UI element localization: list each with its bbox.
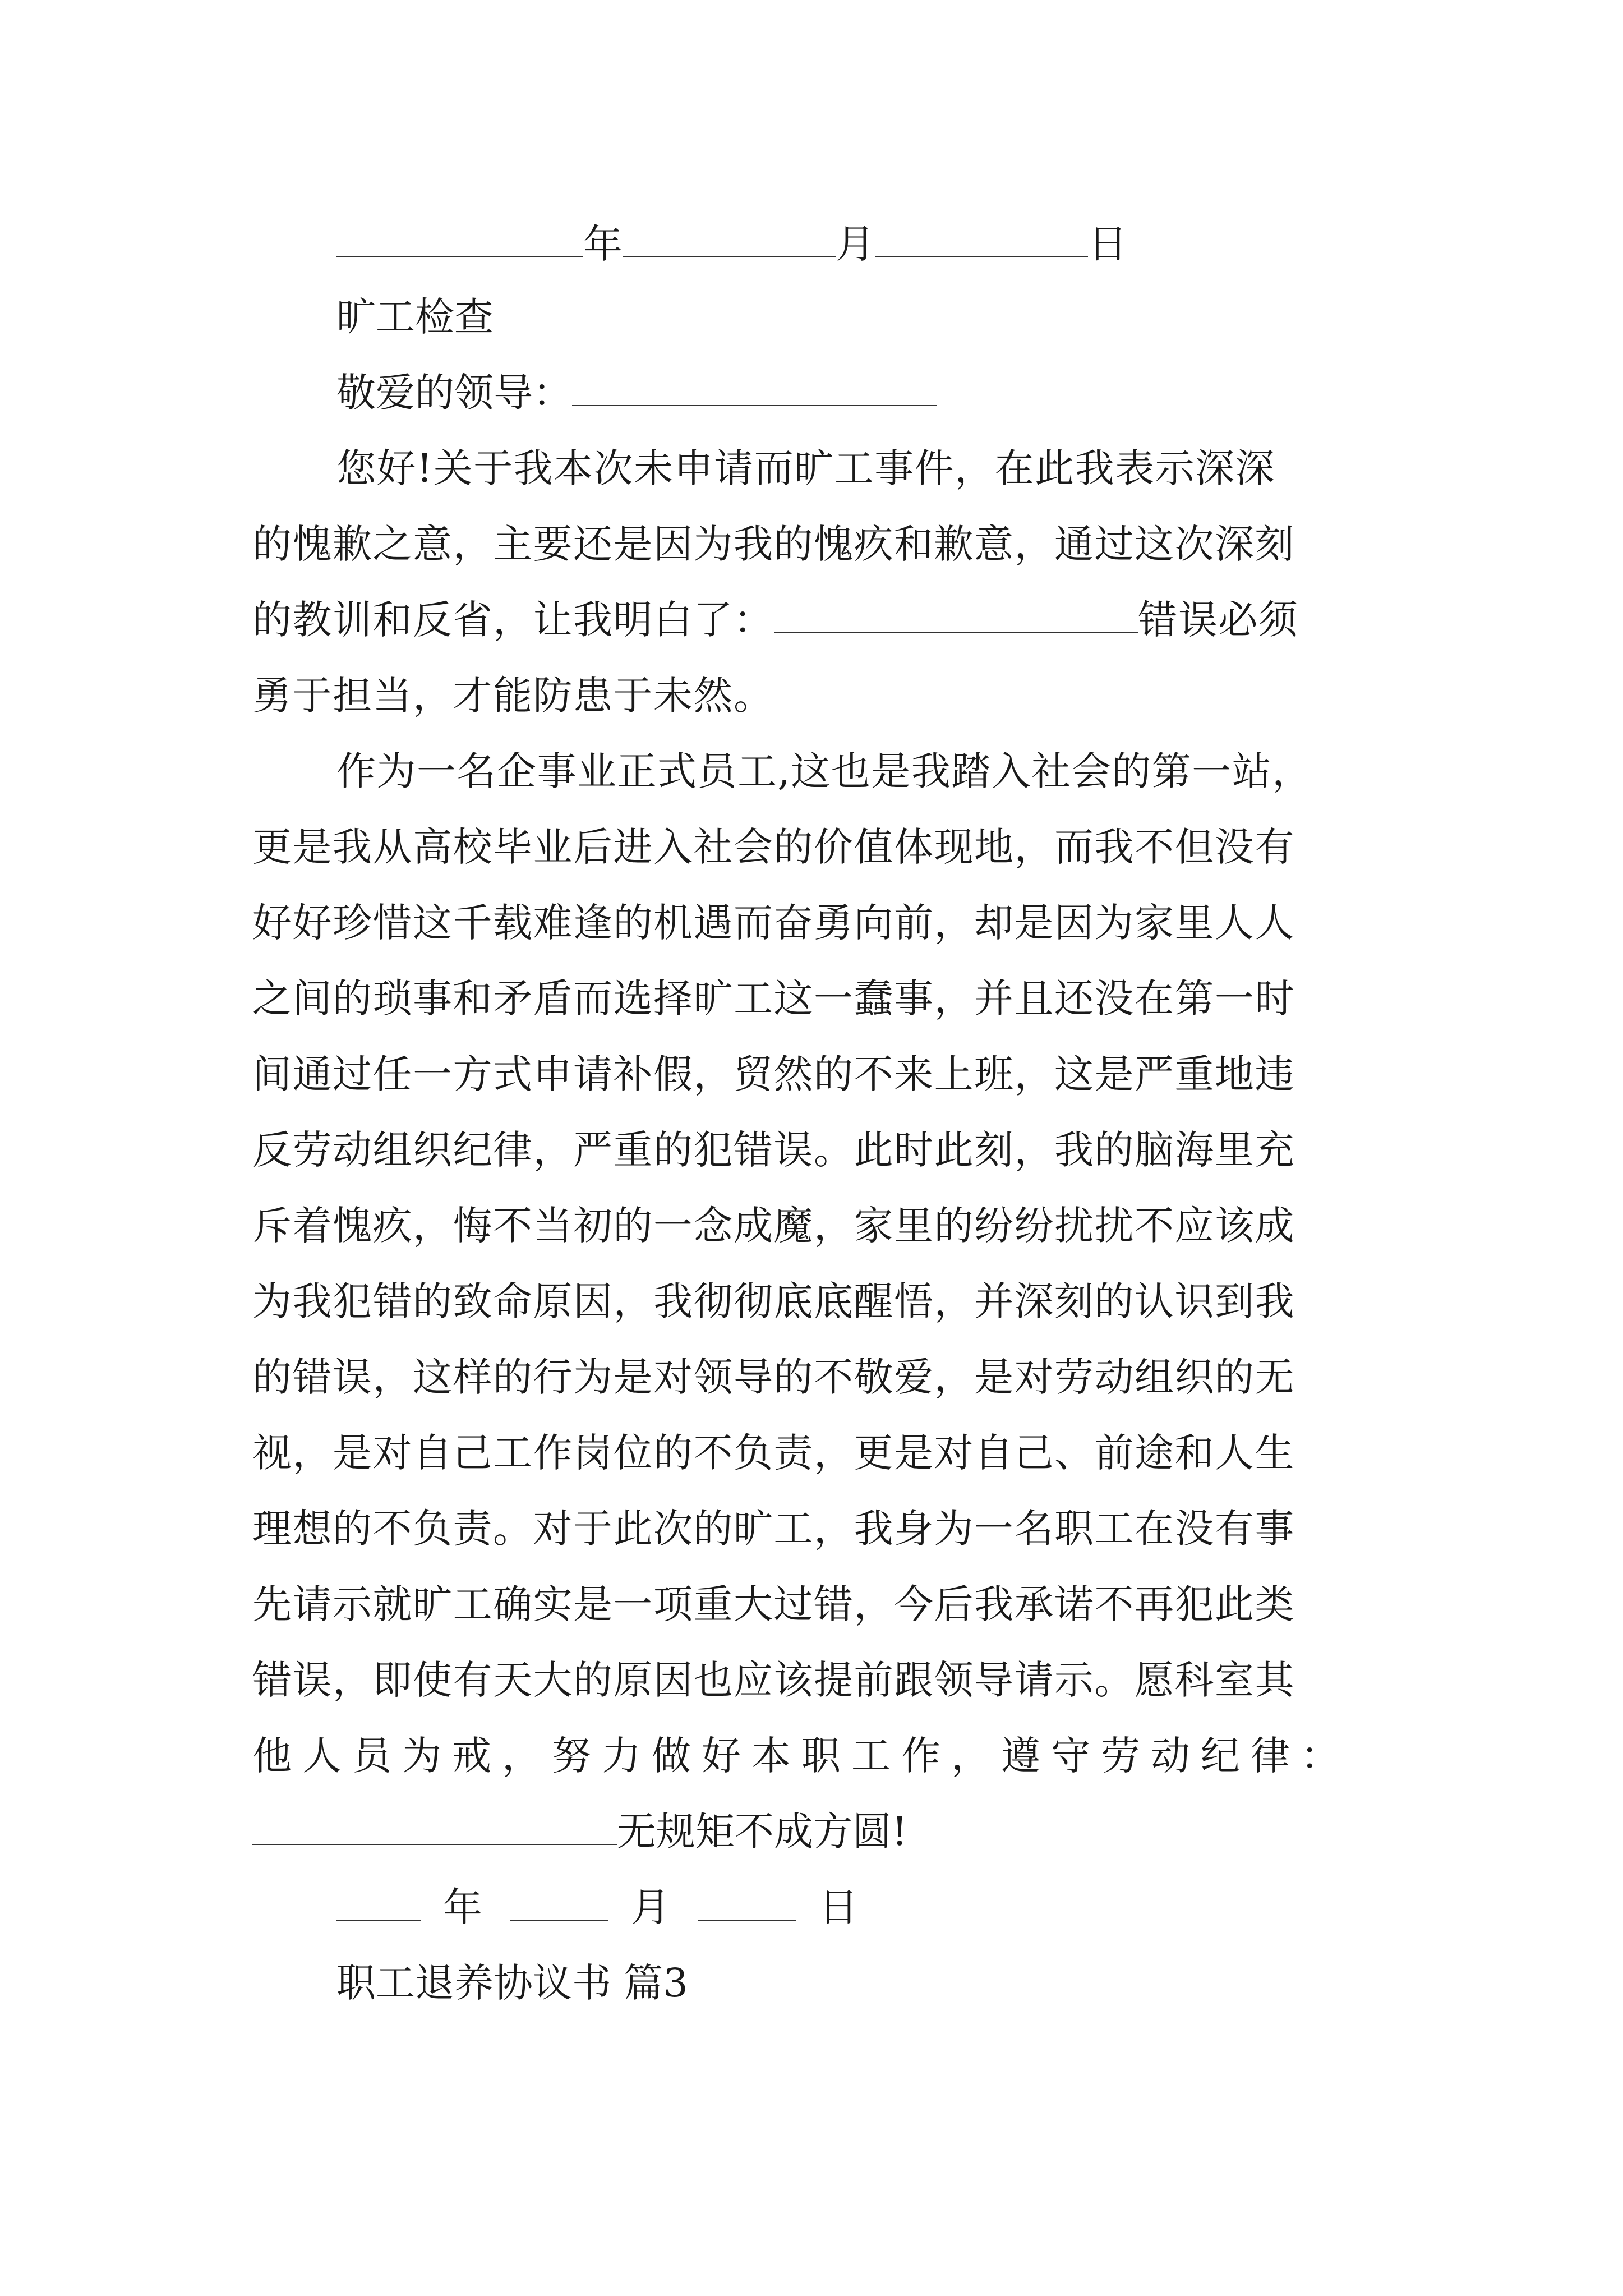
para2-line: 错误，即使有天大的原因也应该提前跟领导请示。愿科室其 [252,1657,1295,1703]
para1-line3-start: 的教训和反省，让我明白了： [252,597,774,643]
salutation [336,370,937,416]
para2-line: 间通过任一方式申请补假，贸然的不来上班，这是严重地违 [252,1051,1295,1097]
para2-line: 反劳动组织纪律，严重的犯错误。此时此刻，我的脑海里充 [252,1127,1295,1173]
section-heading: 职工退养协议书 篇3 [336,1960,688,2006]
para2-line: 先请示就旷工确实是一项重大过错，今后我承诺不再犯此类 [252,1581,1295,1627]
closing-motto: 无规矩不成方圆! [617,1809,908,1855]
footer-year-blank [336,1890,421,1921]
month-blank [623,227,836,257]
document-title: 旷工检查 [336,294,494,340]
footer-day-label: 日 [819,1884,858,1930]
para2-line: 他人员为戒，努力做好本职工作，遵守劳动纪律： [252,1733,1350,1779]
year-blank [336,227,583,257]
para2-line: 更是我从高校毕业后进入社会的价值体现地，而我不但没有 [252,824,1295,870]
discipline-blank [252,1815,617,1845]
footer-month-label: 月 [631,1884,670,1930]
para2-line: 的错误，这样的行为是对领导的不敬爱，是对劳动组织的无 [252,1354,1295,1400]
para2-line: 斥着愧疚，悔不当初的一念成魔，家里的纷纷扰扰不应该成 [252,1203,1295,1249]
year-label: 年 [583,221,623,267]
salutation-text: 敬爱的领导： [336,370,572,416]
para1-line3-end: 错误必须 [1138,597,1299,643]
para1-line: 您好!关于我本次未申请而旷工事件，在此我表示深深 [336,445,1276,491]
footer-day-blank [698,1890,796,1921]
para2-line: 之间的琐事和矛盾而选择旷工这一蠢事，并且还没在第一时 [252,976,1295,1022]
day-blank [875,227,1088,257]
salutation-blank [572,376,937,406]
header-date [336,221,1127,267]
para1-line: 勇于担当，才能防患于未然。 [252,673,774,719]
footer-date [336,1884,858,1930]
month-label: 月 [836,221,875,267]
lesson-blank [774,603,1138,633]
para1-line [252,597,1299,643]
para2-line: 好好珍惜这千载难逢的机遇而奋勇向前，却是因为家里人人 [252,900,1295,946]
footer-year-label: 年 [443,1884,482,1930]
day-label: 日 [1088,221,1127,267]
footer-month-blank [510,1890,608,1921]
para2-line: 视，是对自己工作岗位的不负责，更是对自己、前途和人生 [252,1430,1295,1476]
para2-line: 为我犯错的致命原因，我彻彻底底醒悟，并深刻的认识到我 [252,1278,1295,1324]
para2-last-line [252,1809,908,1855]
para2-line: 理想的不负责。对于此次的旷工，我身为一名职工在没有事 [252,1506,1295,1552]
para2-line: 作为一名企事业正式员工,这也是我踏入社会的第一站， [336,748,1312,794]
para1-line: 的愧歉之意，主要还是因为我的愧疚和歉意，通过这次深刻 [252,521,1295,567]
